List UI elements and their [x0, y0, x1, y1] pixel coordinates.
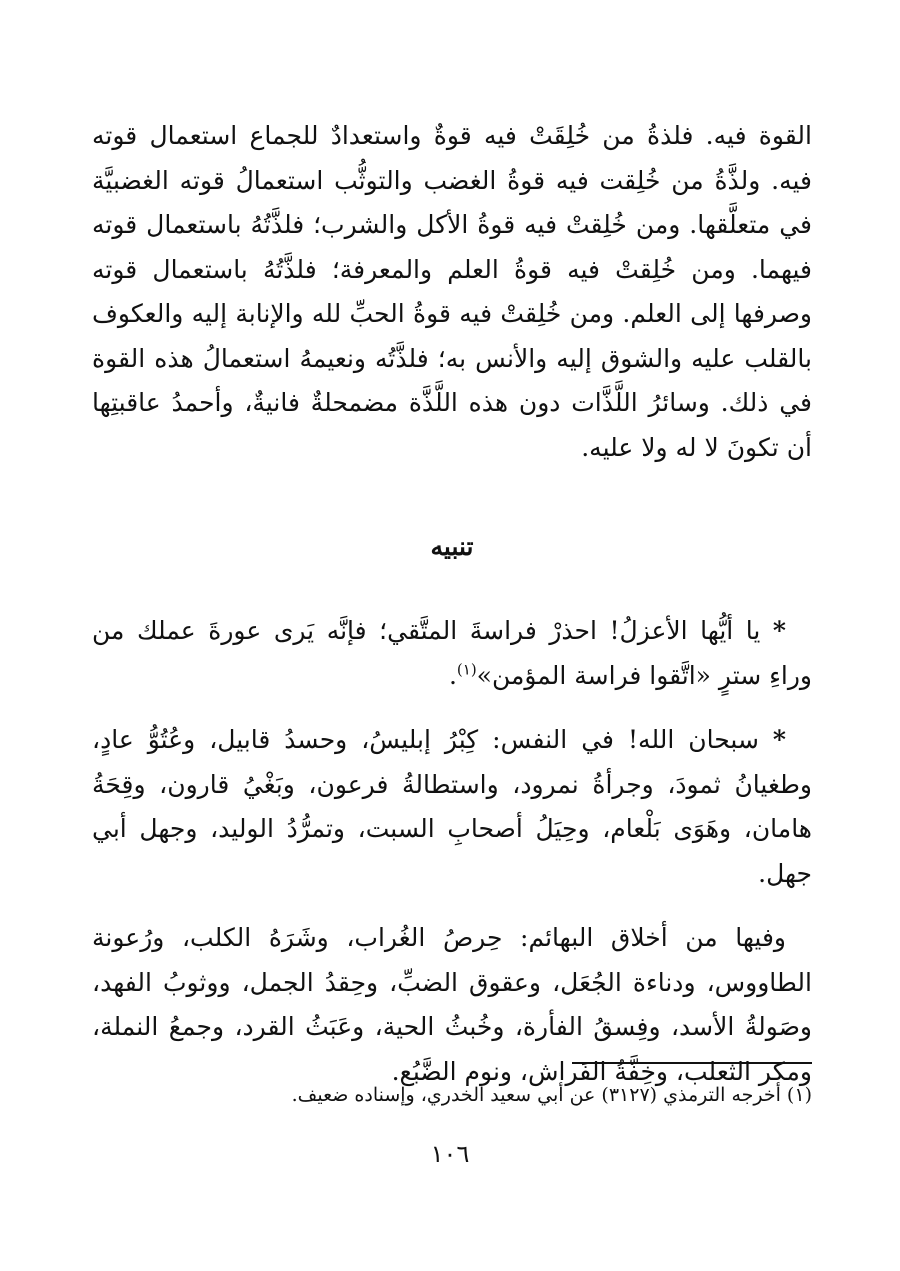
paragraph-text: يا أيُّها الأعزلُ! احذرْ فراسةَ المتَّقي؛ فإنَّه يَرى عورةَ عملك من وراءِ سترٍ «اتَّقوا فراسة المؤمن» [92, 616, 812, 690]
page-number: ١٠٦ [430, 1140, 470, 1168]
intro-paragraph: القوة فيه. فلذةُ من خُلِقَتْ فيه قوةٌ واستعدادٌ للجماع استعمال قوته فيه. ولذَّةُ من خُلِقت فيه قوةُ الغضب والتوثُّب استعمالُ قوته الغضبيَّة في متعلَّقها. ومن خُلِقتْ فيه قوةُ الأكل والشرب؛ فلذَّتُهُ باستعمال قوته فيهما. ومن خُلِقتْ فيه قوةُ العلم والمعرفة؛ فلذَّتُهُ باستعمال قوته وصرفها إلى العلم. ومن خُلِقتْ فيه قوةُ الحبِّ لله والإنابة إليه والعكوف بالقلب عليه والشوق إليه والأنس به؛ فلذَّتُه ونعيمهُ استعمالُ هذه القوة في ذلك. وسائرُ اللَّذَّات دون هذه اللَّذَّة مضمحلةٌ فانيةٌ، وأحمدُ عاقبتِها أن تكونَ لا له ولا عليه. [92, 121, 812, 462]
paragraph-3: وفيها من أخلاق البهائم: حِرصُ الغُراب، وشَرَهُ الكلب، ورُعونة الطاووس، ودناءة الجُعَل، وعقوق الضبِّ، وحِقدُ الجمل، ووثوبُ الفهد، وصَولةُ الأسد، وفِسقُ الفأرة، وخُبثُ الحية، وعَبَثُ القرد، وجمعُ النملة، ومكر الثعلب، وخِفَّةُ الفَراش، ونوم الضَّبُع. [92, 923, 812, 1086]
asterisk-marker: * [772, 616, 786, 645]
bullet-paragraph-2 [92, 718, 812, 896]
paragraph-end: . [448, 660, 457, 690]
footnote-divider [572, 1062, 812, 1064]
bullet-paragraph-1 [92, 609, 812, 698]
footnote-reference[interactable]: (١) [456, 660, 477, 679]
section-heading: تنبيه [430, 532, 474, 561]
paragraph-text: سبحان الله! في النفس: كِبْرُ إبليسُ، وحسدُ قابيل، وعُتُوُّ عادٍ، وطغيانُ ثمودَ، وجرأةُ نمرود، واستطالةُ فرعون، وبَغْيُ قارون، وقِحَةُ هامان، وهَوَى بَلْعام، وحِيَلُ أصحابِ السبت، وتمرُّدُ الوليد، وجهل أبي جهل. [92, 725, 812, 888]
footnote: (١) أخرجه الترمذي (٣١٢٧) عن أبي سعيد الخدري، وإسناده ضعيف. [291, 1084, 812, 1106]
asterisk-marker: * [772, 725, 786, 754]
